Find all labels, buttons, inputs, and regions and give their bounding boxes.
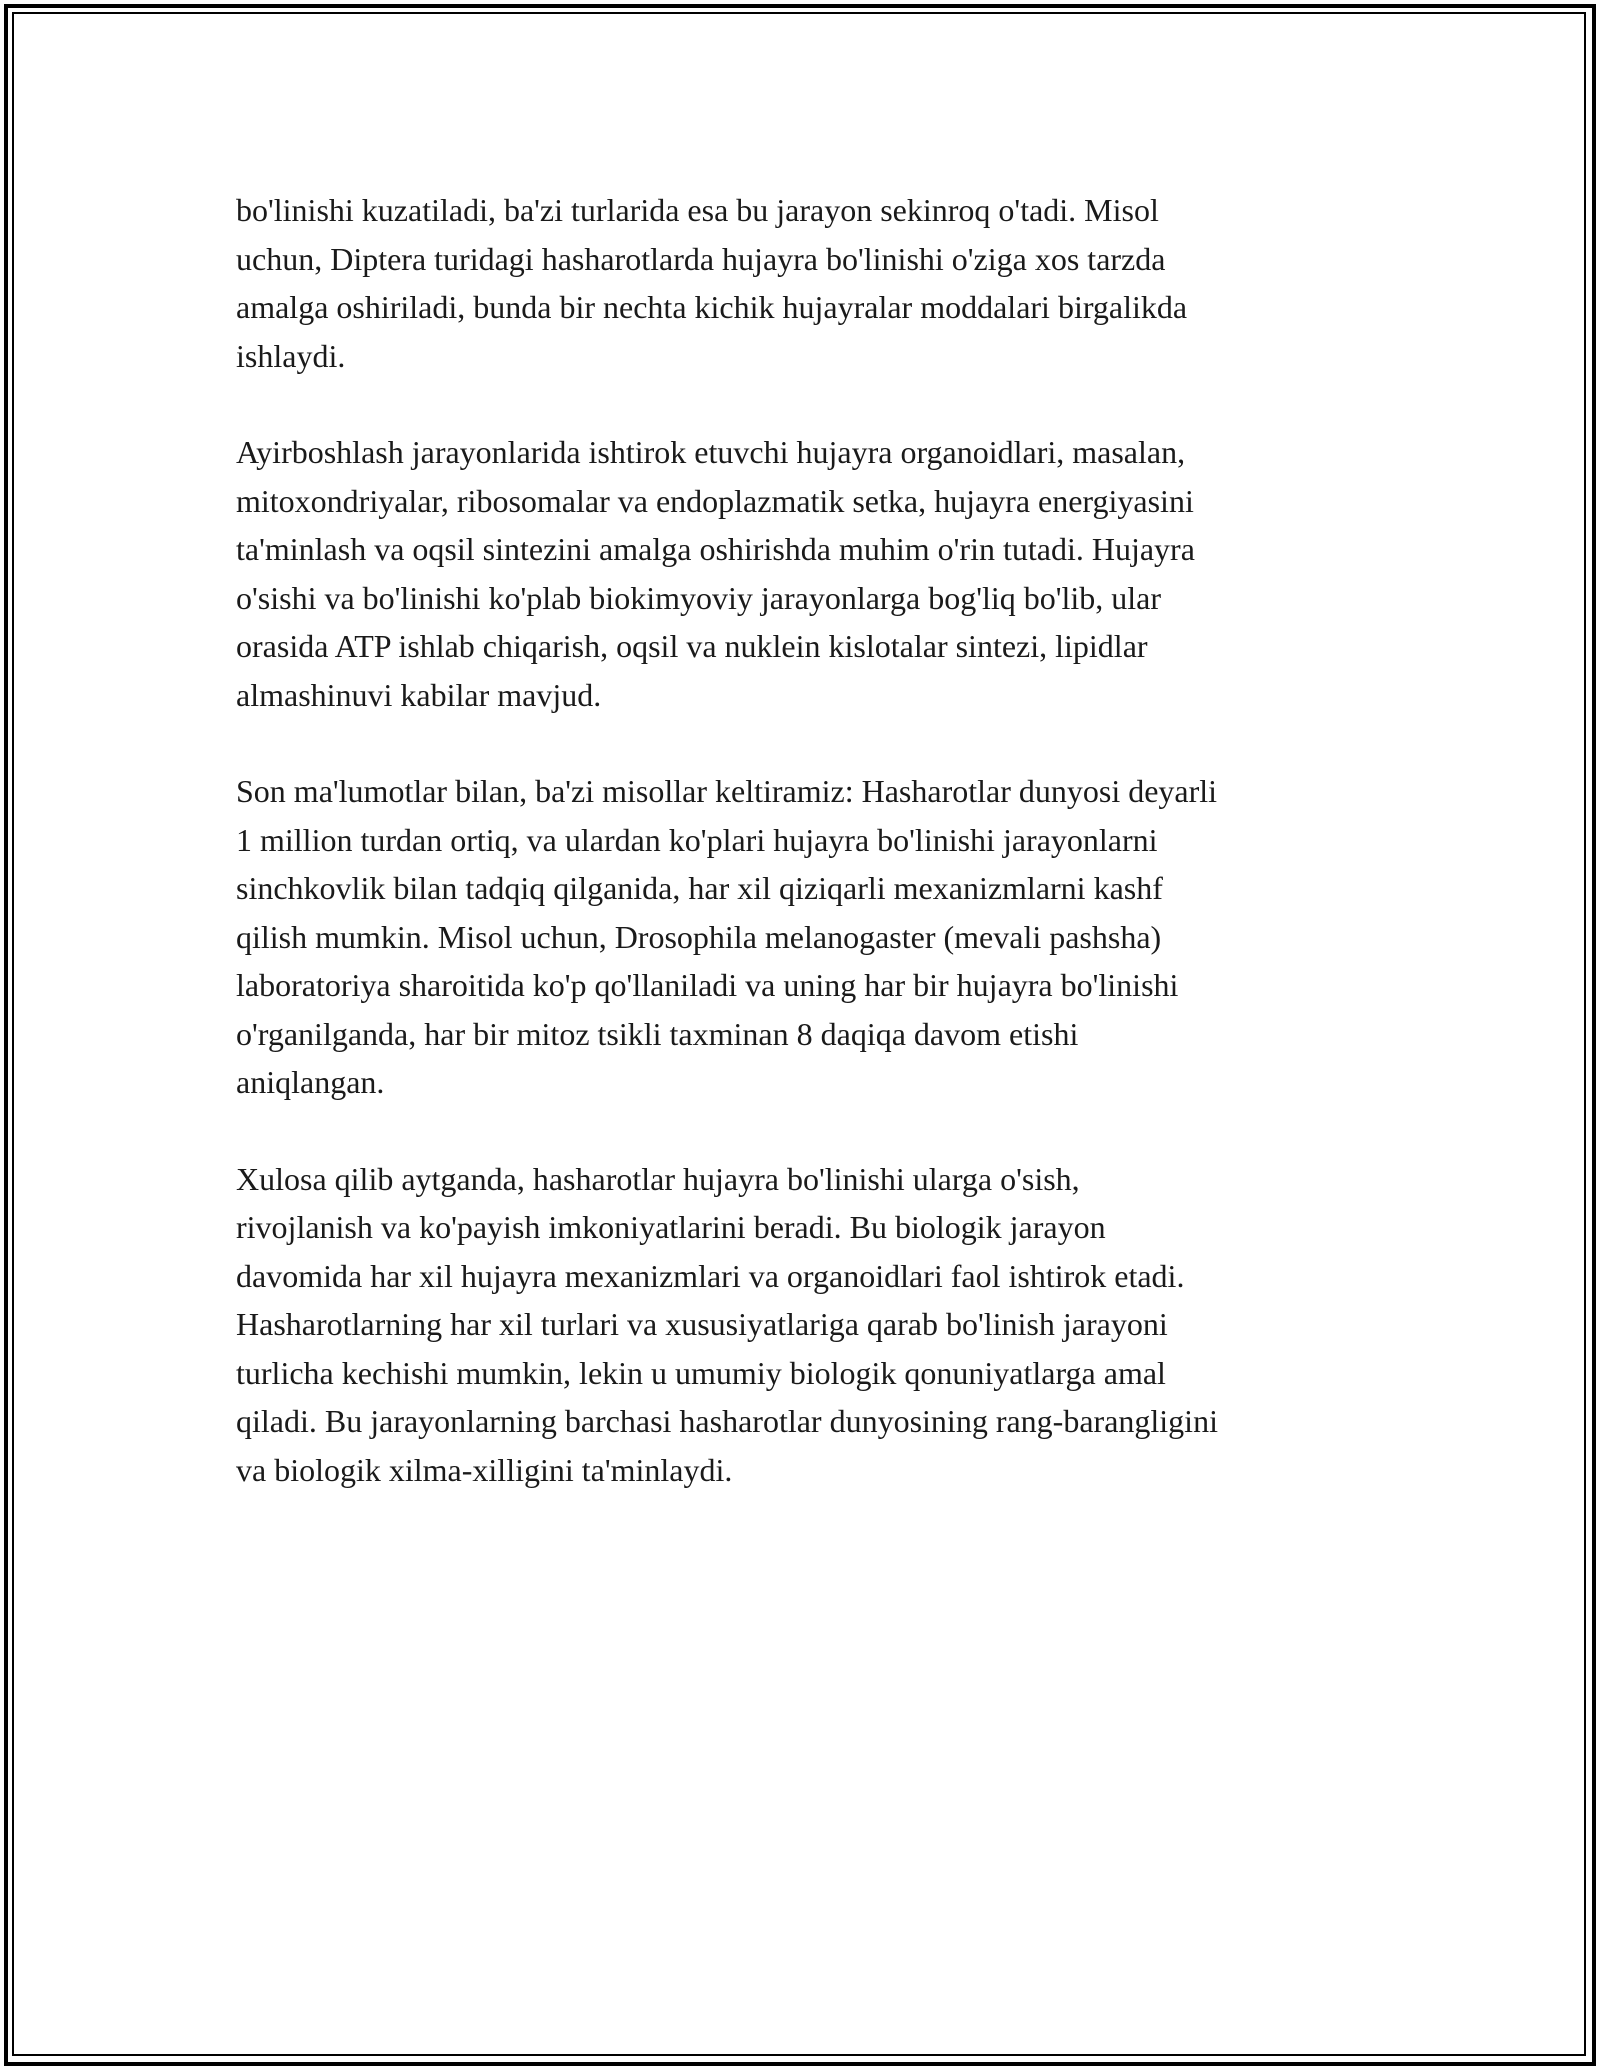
text-line: va biologik xilma-xilligini ta'minlaydi.	[236, 1451, 733, 1488]
text-line: 1 million turdan ortiq, va ulardan ko'plari hujayra bo'linishi jarayonlarni	[236, 821, 1158, 858]
text-line: sinchkovlik bilan tadqiq qilganida, har xil qiziqarli mexanizmlarni kashf	[236, 870, 1163, 906]
text-line: qiladi. Bu jarayonlarning barchasi hasharotlar dunyosining rang-barangligini	[236, 1403, 1218, 1439]
text-line: orasida ATP ishlab chiqarish, oqsil va nuklein kislotalar sintezi, lipidlar	[236, 628, 1148, 664]
text-line: davomida har xil hujayra mexanizmlari va organoidlari faol ishtirok etadi.	[236, 1257, 1185, 1294]
paragraph-1	[236, 186, 1376, 380]
text-line: uchun, Diptera turidagi hasharotlarda hujayra bo'linishi o'ziga xos tarzda	[236, 240, 1166, 277]
text-line: amalga oshiriladi, bunda bir nechta kichik hujayralar moddalari birgalikda	[236, 289, 1188, 325]
text-line: almashinuvi kabilar mavjud.	[236, 676, 602, 713]
text-line: ishlaydi.	[236, 337, 346, 374]
text-line: laboratoriya sharoitida ko'p qo'llaniladi va uning har bir hujayra bo'linishi	[236, 967, 1179, 1003]
text-line: Son ma'lumotlar bilan, ba'zi misollar keltiramiz: Hasharotlar dunyosi deyarli	[236, 773, 1218, 809]
text-line: Ayirboshlash jarayonlarida ishtirok etuvchi hujayra organoidlari, masalan,	[236, 434, 1186, 470]
text-line: ta'minlash va oqsil sintezini amalga oshirishda muhim o'rin tutadi. Hujayra	[236, 531, 1195, 567]
document-body	[236, 186, 1376, 1542]
text-line: mitoxondriyalar, ribosomalar va endoplazmatik setka, hujayra energiyasini	[236, 482, 1194, 519]
paragraph-4	[236, 1155, 1376, 1495]
text-line: rivojlanish va ko'payish imkoniyatlarini beradi. Bu biologik jarayon	[236, 1209, 1106, 1245]
text-line: o'rganilganda, har bir mitoz tsikli taxminan 8 daqiqa davom etishi	[236, 1015, 1079, 1052]
paragraph-3	[236, 767, 1376, 1107]
text-line: aniqlangan.	[236, 1064, 385, 1100]
text-line: turlicha kechishi mumkin, lekin u umumiy biologik qonuniyatlarga amal	[236, 1354, 1166, 1391]
text-line: bo'linishi kuzatiladi, ba'zi turlarida esa bu jarayon sekinroq o'tadi. Misol	[236, 192, 1159, 228]
text-line: o'sishi va bo'linishi ko'plab biokimyoviy jarayonlarga bog'liq bo'lib, ular	[236, 579, 1162, 616]
paragraph-2	[236, 428, 1376, 719]
text-line: Xulosa qilib aytganda, hasharotlar hujayra bo'linishi ularga o'sish,	[236, 1160, 1080, 1197]
text-line: qilish mumkin. Misol uchun, Drosophila melanogaster (mevali pashsha)	[236, 918, 1162, 955]
text-line: Hasharotlarning har xil turlari va xususiyatlariga qarab bo'linish jarayoni	[236, 1306, 1168, 1342]
